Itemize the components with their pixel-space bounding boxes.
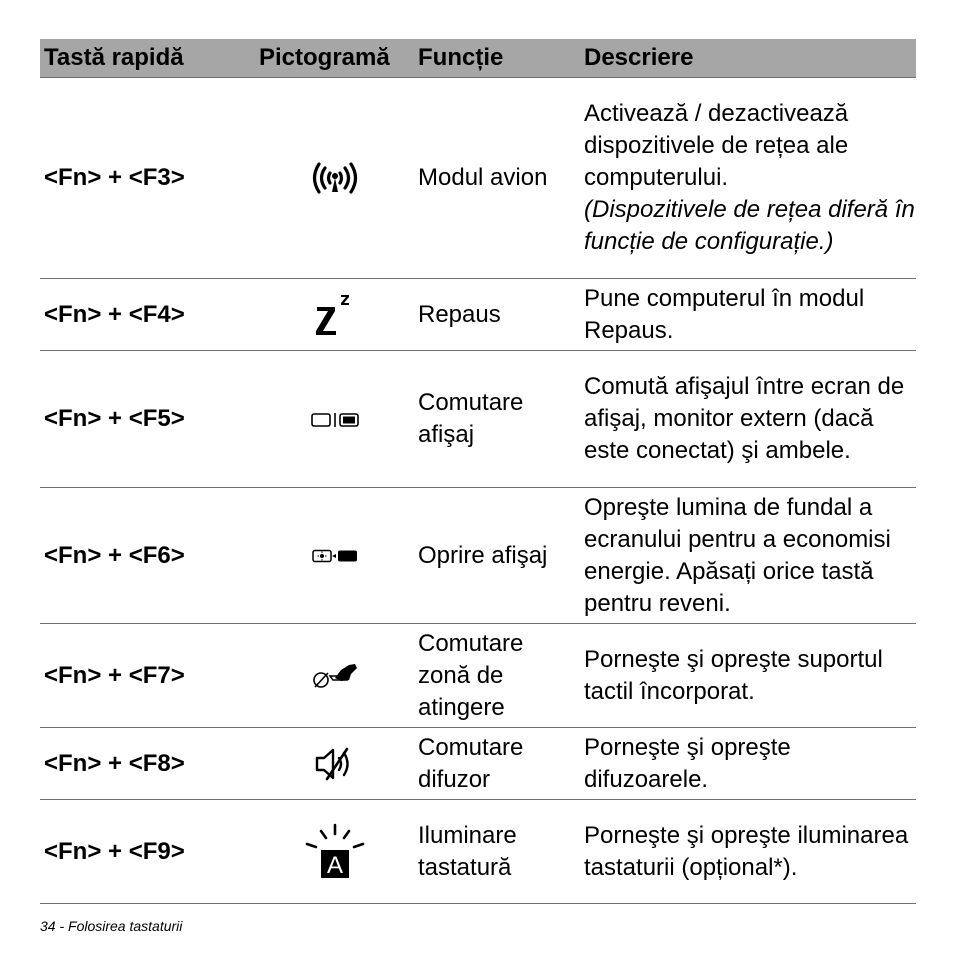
table-row	[40, 624, 916, 728]
description-cell	[580, 279, 916, 351]
description-text: Opreşte lumina de fundal a ecranului pentru a economisi energie. Apăsați orice tastă pentru reveni.	[584, 493, 891, 617]
description-cell	[580, 78, 916, 279]
icon-cell	[255, 488, 414, 624]
display-off-icon	[312, 549, 358, 563]
header-function: Funcție	[414, 39, 580, 78]
table-row	[40, 78, 916, 279]
description-cell	[580, 488, 916, 624]
backlight-letter: A	[326, 851, 343, 879]
description-cell	[580, 728, 916, 800]
table-row	[40, 279, 916, 351]
description-cell	[580, 800, 916, 904]
description-text: Activează / dezactivează dispozitivele de rețea ale computerului.	[584, 100, 849, 191]
display-toggle-icon	[311, 412, 359, 428]
icon-cell	[255, 78, 414, 279]
hotkey-table	[40, 39, 916, 904]
header-description: Descriere	[580, 39, 916, 78]
description-text: Comută afişajul între ecran de afişaj, monitor extern (dacă este conectat) şi ambele.	[584, 373, 905, 464]
function-cell: Oprire afişaj	[414, 488, 580, 624]
table-row	[40, 351, 916, 488]
page	[40, 39, 916, 904]
function-cell: Comutare difuzor	[414, 728, 580, 800]
hotkey-cell: <Fn> + <F4>	[40, 279, 255, 351]
description-text: Porneşte şi opreşte suportul tactil încorporat.	[584, 645, 883, 705]
function-cell: Iluminare tastatură	[414, 800, 580, 904]
table-row	[40, 728, 916, 800]
sleep-zz-icon	[313, 293, 357, 337]
description-cell	[580, 624, 916, 728]
keyboard-backlight-icon	[304, 822, 366, 882]
hotkey-cell: <Fn> + <F7>	[40, 624, 255, 728]
table-row	[40, 488, 916, 624]
description-text: Pune computerul în modul Repaus.	[584, 284, 865, 344]
icon-cell	[255, 624, 414, 728]
header-icon: Pictogramă	[255, 39, 414, 78]
touchpad-toggle-icon	[311, 662, 359, 690]
hotkey-cell: <Fn> + <F5>	[40, 351, 255, 488]
function-cell: Modul avion	[414, 78, 580, 279]
description-cell	[580, 351, 916, 488]
hotkey-cell: <Fn> + <F8>	[40, 728, 255, 800]
header-hotkey: Tastă rapidă	[40, 39, 255, 78]
icon-cell	[255, 351, 414, 488]
icon-cell	[255, 728, 414, 800]
page-footer: 34 - Folosirea tastaturii	[40, 918, 183, 934]
description-note: (Dispozitivele de rețea diferă în funcție de configurație.)	[584, 196, 915, 255]
icon-cell	[255, 279, 414, 351]
function-cell: Repaus	[414, 279, 580, 351]
hotkey-cell: <Fn> + <F3>	[40, 78, 255, 279]
function-cell: Comutare afişaj	[414, 351, 580, 488]
function-cell: Comutare zonă de atingere	[414, 624, 580, 728]
hotkey-cell: <Fn> + <F6>	[40, 488, 255, 624]
description-text: Porneşte şi opreşte difuzoarele.	[584, 733, 791, 793]
icon-cell	[255, 800, 414, 904]
table-row	[40, 800, 916, 904]
description-text: Porneşte şi opreşte iluminarea tastaturii (opțional*).	[584, 821, 909, 881]
wireless-icon	[311, 161, 359, 195]
table-header-row	[40, 39, 916, 78]
hotkey-cell: <Fn> + <F9>	[40, 800, 255, 904]
speaker-mute-icon	[313, 747, 357, 781]
